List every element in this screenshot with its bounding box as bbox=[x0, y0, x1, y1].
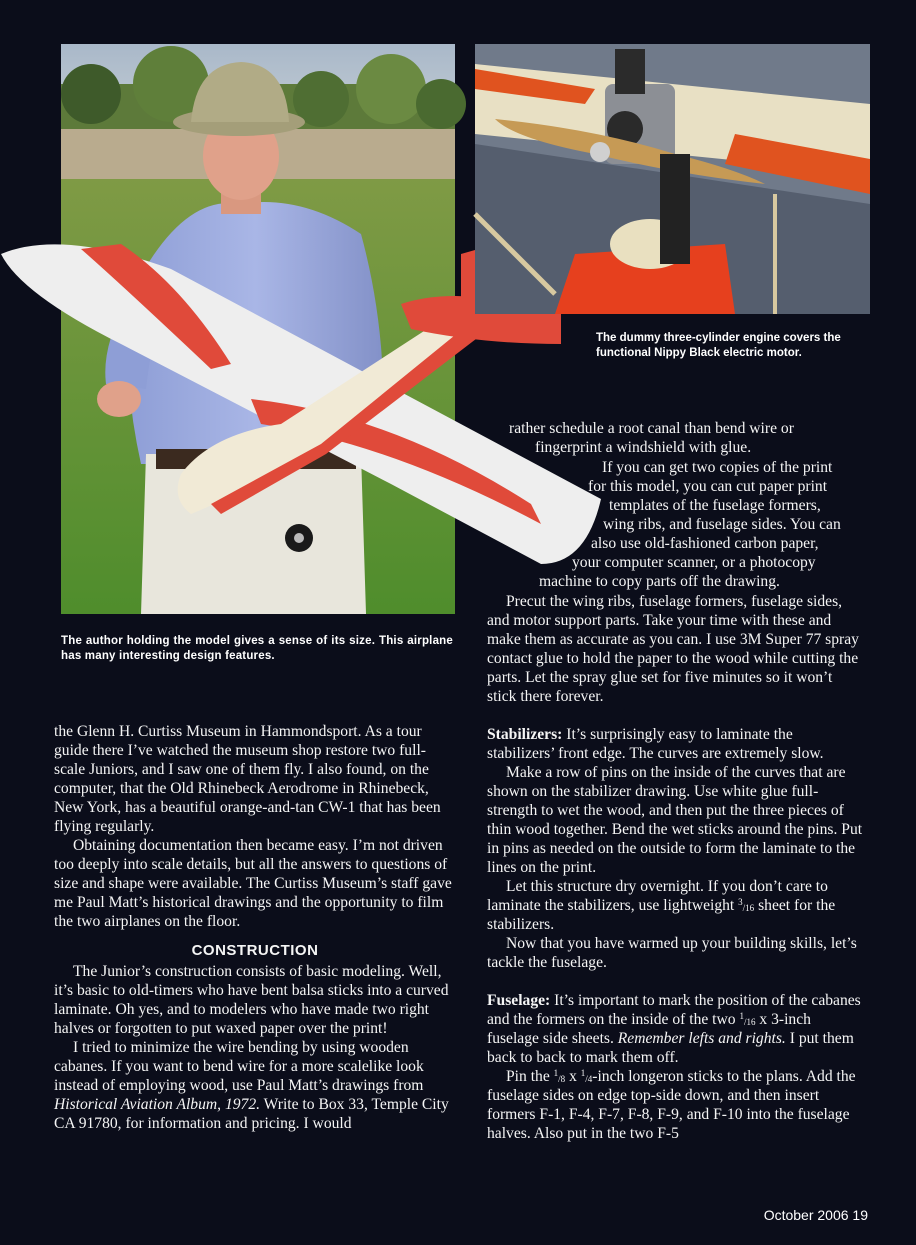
paragraph-dry-overnight: Let this structure dry overnight. If you don’t care to laminate the stabilizers, use lightweight $^3_{/16}$ sheet for the stabilizers. bbox=[487, 878, 836, 933]
heading-construction: CONSTRUCTION bbox=[191, 942, 319, 959]
wrap-line-6: wing ribs, and fuselage sides. You can bbox=[603, 516, 841, 533]
subhead-stabilizers: Stabilizers: bbox=[487, 726, 563, 743]
paragraph-wire-bending: I tried to minimize the wire bending by using wooden cabanes. If you want to bend wire for a more scalelike look instead of employing wood, use Paul Matt’s drawings from Historical Aviation Album, 1972. Write to Box 33, Temple City CA 91780, for information and pricing. I would bbox=[54, 1039, 449, 1132]
page-footer: October 2006 19 bbox=[763, 1207, 868, 1223]
article-right-column bbox=[487, 592, 863, 1143]
photo-author-with-model bbox=[61, 44, 455, 614]
photo-engine-closeup bbox=[475, 44, 870, 314]
paragraph-documentation: Obtaining documentation then became easy. I’m not driven too deeply into scale details, but all the answers to questions of size and shape were available. The Curtiss Museum’s staff gave me Paul Matt’s historical drawings and the opportunity to film the two airplanes on the floor. bbox=[54, 837, 452, 930]
paragraph-construction: The Junior’s construction consists of basic modeling. Well, it’s basic to old-timers who have bent balsa sticks into a curved laminate. Oh yes, and to modelers who have made two right halves or forgotten to put waxed paper over the print! bbox=[54, 963, 449, 1037]
wrap-line-1: rather schedule a root canal than bend wire or bbox=[509, 420, 794, 437]
engine-photo-illustration bbox=[475, 44, 870, 314]
paragraph-stabilizers: Stabilizers: It’s surprisingly easy to laminate the stabilizers’ front edge. The curves are extremely slow. bbox=[487, 726, 824, 762]
paragraph-warmed-up: Now that you have warmed up your building skills, let’s tackle the fuselage. bbox=[487, 935, 857, 971]
wrap-line-5: templates of the fuselage formers, bbox=[609, 497, 821, 514]
paragraph-precut: Precut the wing ribs, fuselage formers, fuselage sides, and motor support parts. Take your time with these and make them as accurate as you can. I use 3M Super 77 spray contact glue to hold the paper to the wood while cutting the parts. Let the spray glue set for five minutes so it won’t stick there forever. bbox=[487, 593, 859, 705]
wrap-line-7: also use old-fashioned carbon paper, bbox=[591, 535, 819, 552]
wrap-line-8: your computer scanner, or a photocopy bbox=[572, 554, 816, 571]
caption-author-photo: The author holding the model gives a sense of its size. This airplane has many interesting design features. bbox=[61, 635, 453, 662]
paragraph-longerons: Pin the $^1_{/8}$ x $^1_{/4}$-inch longeron sticks to the plans. Add the fuselage sides on edge top-side down, and then insert formers F-1, F-4, F-7, F-8, F-9, and F-10 into the fuselage halves. Also put in the two F-5 bbox=[487, 1068, 856, 1142]
caption-engine-photo: The dummy three-cylinder engine covers the functional Nippy Black electric motor. bbox=[596, 332, 841, 359]
wrap-line-4: for this model, you can cut paper print bbox=[588, 478, 828, 495]
wrap-line-9: machine to copy parts off the drawing. bbox=[539, 573, 780, 590]
wrap-line-3: If you can get two copies of the print bbox=[602, 459, 833, 476]
paragraph-pins: Make a row of pins on the inside of the curves that are shown on the stabilizer drawing. Use white glue full-strength to wet the wood, and then put the three pieces of thin wood together. Bend the wet sticks around the pins. Put in pins as needed on the outside to form the laminate to the lines on the print. bbox=[487, 764, 863, 876]
paragraph-fuselage: Fuselage: It’s important to mark the position of the cabanes and the formers on the inside of the two $^1_{/16}$ x 3-inch fuselage side sheets. Remember lefts and rights. I put them back to back to mark them off. bbox=[487, 992, 861, 1066]
subhead-fuselage: Fuselage: bbox=[487, 992, 551, 1009]
paragraph-museum: the Glenn H. Curtiss Museum in Hammondsport. As a tour guide there I’ve watched the museum shop restore two full-scale Juniors, and I saw one of them fly. I also found, on the computer, that the Old Rhinebeck Aerodrome in Rhinebeck, New York, has a beautiful orange-and-tan CW-1 that has been flying regularly. bbox=[54, 723, 441, 835]
author-photo-illustration bbox=[61, 44, 455, 614]
wrap-line-2: fingerprint a windshield with glue. bbox=[535, 439, 752, 456]
article-left-column bbox=[54, 722, 456, 1133]
